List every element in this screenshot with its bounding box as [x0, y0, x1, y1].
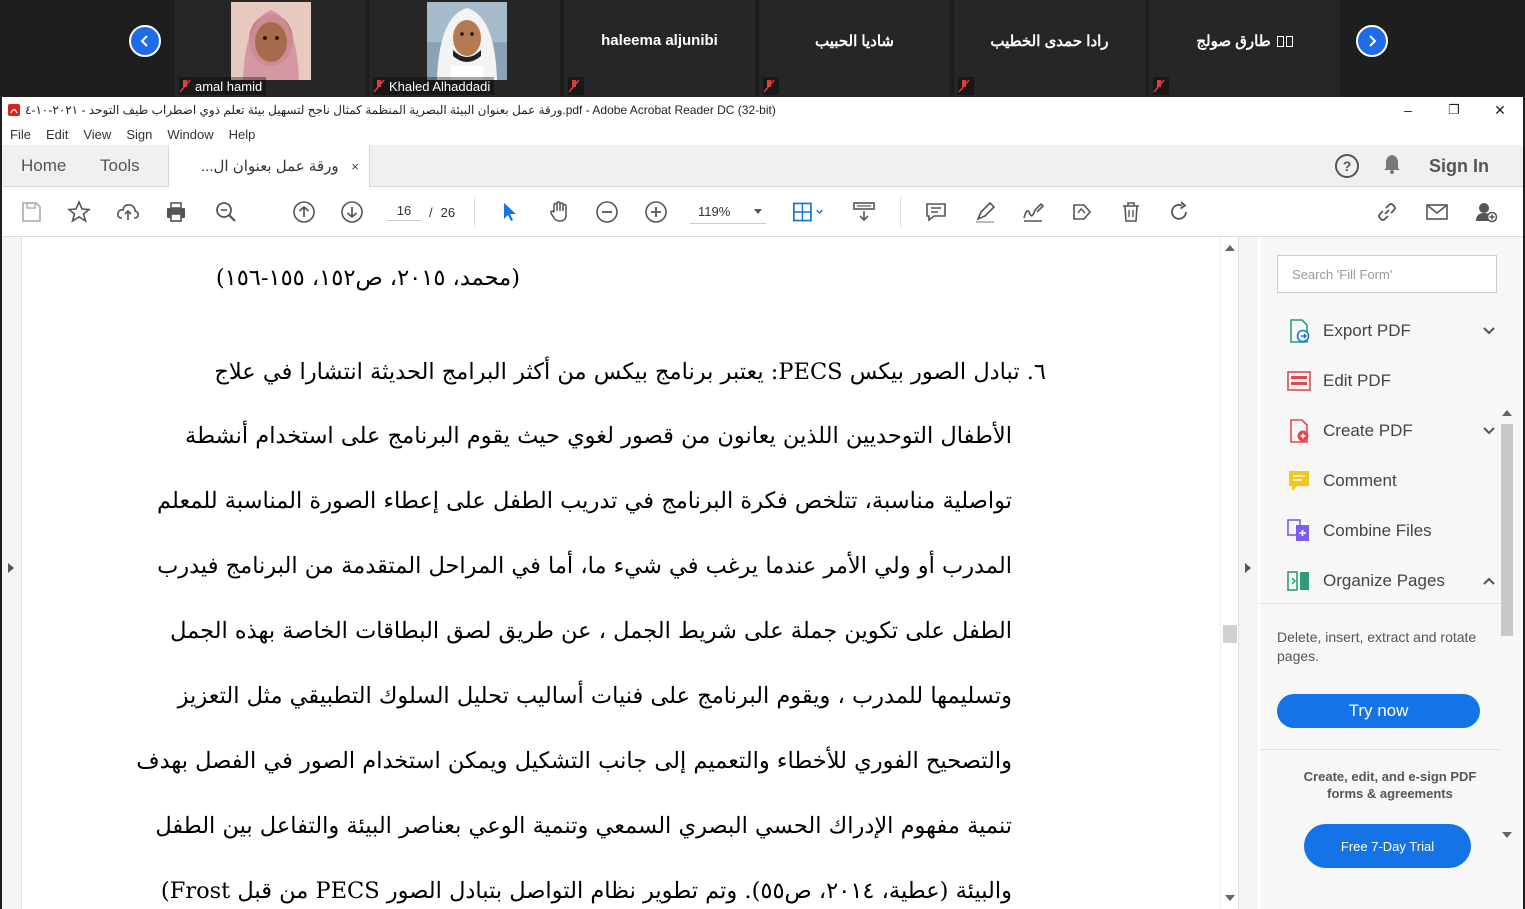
text-line: والبيئة (عطية، ٢٠١٤، ص٥٥). وتم تطوير نظام التواصل بتبادل الصور PECS من قبل Frost)	[160, 878, 1012, 904]
text-line: والتصحيح الفوري للأخطاء والتعميم إلى جانب التشكيل ويمكن استخدام الصور في الفصل بهدف	[136, 748, 1012, 774]
menu-view[interactable]: View	[83, 126, 112, 142]
page-view-icon[interactable]	[790, 199, 830, 225]
print-icon[interactable]	[163, 199, 189, 225]
participant-video	[231, 2, 311, 80]
help-icon[interactable]: ?	[1335, 154, 1359, 178]
acrobat-app-icon	[7, 103, 21, 117]
create-pdf-icon	[1286, 418, 1312, 444]
tab-home[interactable]: Home	[21, 156, 67, 175]
free-trial-button[interactable]: Free 7-Day Trial	[1304, 824, 1471, 868]
tools-pane-scrollbar[interactable]	[1499, 406, 1515, 842]
mic-off-icon	[373, 79, 385, 93]
highlight-pen-icon[interactable]	[972, 199, 998, 225]
text-line: الأطفال التوحديين اللذين يعانون من قصور لغوي حيث يقوم البرنامج على استخدام أنشطة	[185, 423, 1012, 449]
comment-icon[interactable]	[923, 199, 949, 225]
pdf-page	[22, 237, 1220, 909]
zoom-level-value: 119%	[698, 204, 731, 219]
participant-video	[427, 2, 507, 80]
participant-tile[interactable]	[174, 0, 366, 97]
save-icon[interactable]	[18, 199, 44, 225]
menu-file[interactable]: File	[10, 126, 31, 142]
chevron-up-icon[interactable]	[1482, 574, 1496, 588]
delete-trash-icon[interactable]	[1118, 199, 1144, 225]
tool-label: Organize Pages	[1323, 571, 1445, 590]
tool-label: Export PDF	[1323, 321, 1411, 340]
tool-combine-files[interactable]	[1286, 516, 1496, 546]
menu-bar	[2, 123, 1523, 145]
zoom-level-select[interactable]	[690, 200, 766, 224]
text-line: ٦. تبادل الصور بيكس PECS: يعتبر برنامج بيكس من أكثر البرامج الحديثة انتشارا في علاج	[214, 359, 1046, 385]
mic-off-icon	[1153, 79, 1165, 93]
mic-off-icon	[179, 79, 191, 93]
expand-arrow-icon	[8, 563, 14, 573]
tool-comment[interactable]	[1286, 466, 1496, 496]
scroll-down-icon[interactable]	[1502, 832, 1512, 838]
participant-label	[179, 77, 266, 95]
text-line: (محمد، ٢٠١٥، ص١٥٢، ١٥٥-١٥٦)	[215, 265, 520, 291]
minimize-button[interactable]: –	[1404, 102, 1412, 118]
acrobat-window	[2, 97, 1523, 909]
window-title: ورقة عمل بعنوان البيئة البصرية المنظمة كمثال ناجح لتسهيل بيئة تعلم ذوي اضطراب طيف التوحد - ٢٠٢١-١٠-٤.pdf - Adobe Acrobat Reader DC (32-bit)	[25, 103, 776, 117]
zoom-out-icon[interactable]	[594, 199, 620, 225]
edit-pdf-icon	[1286, 368, 1312, 394]
chevron-down-icon	[754, 209, 762, 214]
organize-pages-description: Delete, insert, extract and rotate pages.	[1277, 629, 1477, 664]
mic-off-icon	[958, 79, 970, 93]
participant-name: شاديا الحبيب	[815, 33, 894, 50]
page-navigator	[387, 200, 455, 224]
participant-label	[373, 77, 494, 95]
hand-tool-icon[interactable]	[546, 199, 572, 225]
menu-sign[interactable]: Sign	[126, 126, 153, 142]
screen-share-icon	[1277, 36, 1293, 47]
participant-name: طارق صولج	[1196, 33, 1271, 50]
menu-help[interactable]: Help	[228, 126, 256, 142]
close-tab-icon[interactable]: ×	[351, 158, 359, 174]
rotate-icon[interactable]	[1166, 199, 1192, 225]
tool-edit-pdf[interactable]	[1286, 366, 1496, 396]
bookmark-star-icon[interactable]	[66, 199, 92, 225]
restore-button[interactable]: ❐	[1448, 102, 1460, 117]
participant-label	[763, 77, 779, 95]
left-panel-toggle[interactable]	[2, 237, 22, 909]
send-for-signature-icon[interactable]	[1069, 199, 1095, 225]
upload-cloud-icon[interactable]	[115, 199, 141, 225]
collapse-arrow-icon	[1245, 563, 1251, 573]
tool-label: Comment	[1323, 471, 1397, 490]
participant-tile[interactable]	[368, 0, 560, 97]
previous-page-icon[interactable]	[291, 199, 317, 225]
sign-in-button[interactable]: Sign In	[1429, 155, 1489, 176]
mic-off-icon	[568, 79, 580, 93]
tab-document[interactable]	[168, 145, 370, 187]
participant-name: Khaled Alhaddadi	[389, 78, 491, 94]
tab-bar	[2, 145, 1523, 187]
participant-label	[1153, 77, 1169, 95]
menu-window[interactable]: Window	[167, 126, 214, 142]
add-user-icon[interactable]	[1473, 199, 1499, 225]
close-window-button[interactable]: ✕	[1494, 101, 1506, 118]
participant-label	[958, 77, 974, 95]
tab-tools[interactable]: Tools	[100, 156, 140, 175]
right-panel-toggle[interactable]	[1238, 237, 1258, 909]
zoom-search-icon[interactable]	[213, 199, 239, 225]
scroll-down-icon[interactable]	[1225, 895, 1235, 901]
comment-icon	[1286, 468, 1312, 494]
page-total: 26	[440, 204, 456, 220]
scroll-thumb[interactable]	[1501, 424, 1513, 636]
zoom-in-icon[interactable]	[643, 199, 669, 225]
text-line-heading	[214, 359, 1046, 385]
sign-icon[interactable]	[1020, 199, 1046, 225]
meeting-participant-strip	[0, 0, 1525, 97]
chevron-right-icon[interactable]	[1356, 25, 1388, 57]
export-pdf-icon	[1286, 318, 1312, 344]
mic-off-icon	[763, 79, 775, 93]
participant-tile[interactable]	[758, 0, 950, 97]
document-viewer	[2, 237, 1258, 909]
text-line: وتسليمها للمدرب ، ويقوم البرنامج على فنيات أساليب تحليل السلوك التطبيقي مثل التعزيز	[177, 683, 1012, 709]
participant-name: haleema aljunibi	[601, 32, 718, 49]
tool-label: Create PDF	[1323, 421, 1413, 440]
tool-export-pdf[interactable]	[1286, 316, 1496, 346]
text-line: الطفل على تكوين جملة على شريط الجمل ، عن طريق لصق البطاقات الخاصة بهذه الجمل	[170, 618, 1012, 644]
participant-tile[interactable]	[563, 0, 755, 97]
promo-text: Create, edit, and e-sign PDF forms & agreements	[1303, 769, 1477, 801]
scroll-up-icon[interactable]	[1502, 410, 1512, 416]
chevron-left-icon[interactable]	[129, 25, 161, 57]
tools-pane	[1260, 237, 1523, 909]
scroll-mode-icon[interactable]	[851, 199, 877, 225]
scroll-up-icon[interactable]	[1225, 245, 1235, 251]
fill-form-search-input[interactable]: Search 'Fill Form'	[1277, 255, 1497, 293]
participant-tile[interactable]	[953, 0, 1145, 97]
text-line: تنمية مفهوم الإدراك الحسي البصري السمعي وتنمية الوعي بعناصر البيئة والتفاعل بين الطفل	[155, 813, 1012, 839]
title-bar	[2, 97, 1523, 123]
participant-tile[interactable]	[1148, 0, 1340, 97]
toolbar	[2, 187, 1523, 237]
scroll-thumb[interactable]	[1223, 625, 1237, 643]
combine-files-icon	[1286, 518, 1312, 544]
tool-label: Combine Files	[1323, 521, 1432, 540]
next-page-icon[interactable]	[339, 199, 365, 225]
tool-create-pdf[interactable]	[1286, 416, 1496, 446]
tool-organize-pages[interactable]	[1286, 566, 1496, 596]
tool-label: Edit PDF	[1323, 371, 1392, 390]
select-cursor-icon[interactable]	[497, 199, 523, 225]
share-link-icon[interactable]	[1374, 199, 1400, 225]
participant-name: amal hamid	[195, 78, 263, 94]
email-icon[interactable]	[1424, 199, 1450, 225]
document-tab-label: ورقة عمل بعنوان ال...	[201, 158, 339, 175]
text-line: المدرب أو ولي الأمر عندما يرغب في شيء ما، أما في المراحل المتقدمة من البرنامج فيدرب	[157, 553, 1012, 579]
page-separator: /	[429, 204, 433, 220]
chevron-down-icon[interactable]	[1482, 424, 1496, 438]
try-now-button[interactable]: Try now	[1277, 694, 1480, 728]
participant-name: رادا حمدى الخطيب	[990, 33, 1109, 50]
participant-label	[568, 77, 584, 95]
organize-pages-icon	[1286, 568, 1312, 594]
page-number-input[interactable]: 16	[387, 203, 421, 221]
notification-bell-icon[interactable]	[1381, 153, 1403, 180]
menu-edit[interactable]: Edit	[45, 126, 69, 142]
chevron-down-icon[interactable]	[1482, 324, 1496, 338]
document-scrollbar[interactable]	[1220, 237, 1238, 909]
text-line: تواصلية مناسبة، تتلخص فكرة البرنامج في تدريب الطفل على إعطاء الصورة المناسبة للمعلم	[157, 488, 1012, 514]
